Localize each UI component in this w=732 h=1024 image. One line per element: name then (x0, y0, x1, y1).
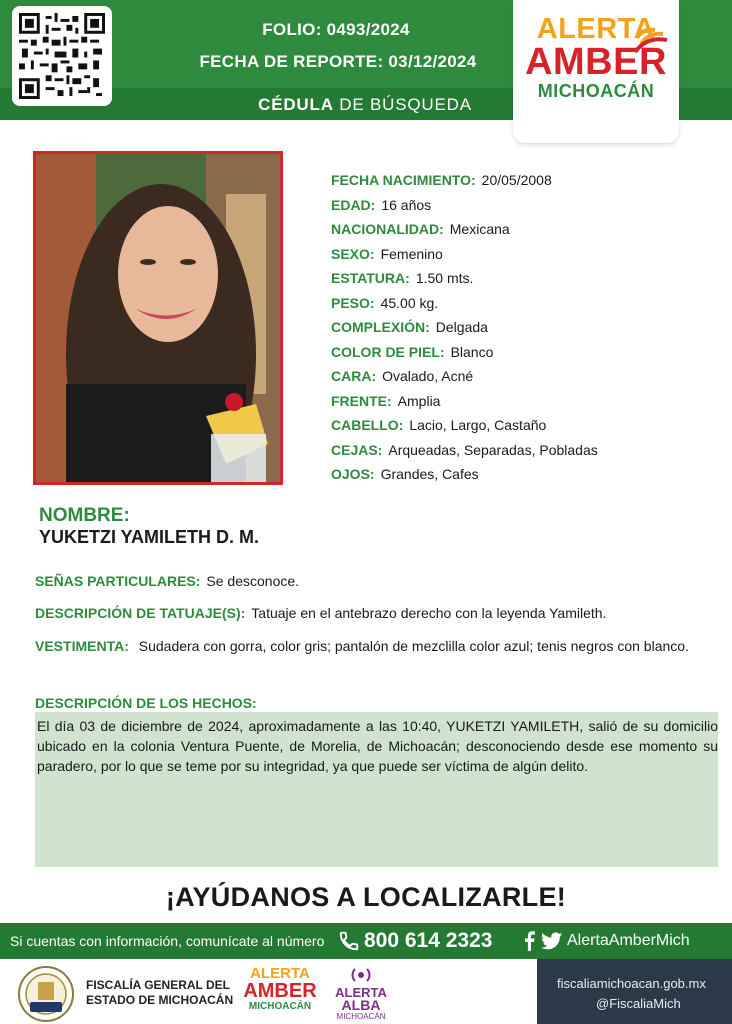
detail-value: 1.50 mts. (415, 270, 474, 286)
detail-label: PESO: (331, 294, 375, 311)
alba-line-1: ALERTA (335, 985, 387, 1000)
amber-logo-box (513, 0, 679, 143)
website-link[interactable]: fiscaliamichoacan.gob.mx (557, 976, 706, 991)
fge-line-2: ESTADO DE MICHOACÁN (86, 993, 234, 1007)
alba-line-2: ALBA (341, 997, 381, 1013)
person-details (331, 170, 721, 489)
facts-description: El día 03 de diciembre de 2024, aproximadamente a las 10:40, YUKETZI YAMILETH, salió de su domicilio ubicado en la colonia Ventura Puente, de Morelia, de Michoacán; desconociendo desde ese momento su paradero, por lo que se teme por su integridad, ya que puede ser víctima de algún delito. (35, 712, 718, 867)
folio-text: FOLIO: 0493/2024 (262, 20, 410, 39)
detail-label: ESTATURA: (331, 270, 410, 286)
logo-line-1: ALERTA (536, 13, 656, 45)
amber-alert-logo-small (240, 966, 320, 1013)
detail-value: Amplia (397, 392, 441, 409)
logo-line-3: MICHOACÁN (537, 81, 655, 101)
clothing-value: Sudadera con gorra, color gris; pantalón de mezclilla color azul; tenis negros con blanco. (138, 638, 689, 654)
detail-eyebrows (331, 440, 721, 465)
small-logo-line-2: AMBER (243, 980, 317, 1002)
detail-label: FECHA NACIMIENTO: (331, 172, 476, 188)
small-logo-line-1: ALERTA (250, 965, 310, 982)
contact-text: Si cuentas con información, comunícate al número (10, 933, 325, 949)
phone-icon (338, 930, 360, 952)
detail-build (331, 317, 721, 342)
contact-bar (0, 923, 732, 959)
phone-number[interactable]: 800 614 2323 (364, 929, 493, 952)
alba-signal-icon (350, 964, 372, 986)
tattoo-value: Tatuaje en el antebrazo derecho con la leyenda Yamileth. (251, 605, 607, 621)
fiscalia-social-handle[interactable]: @FiscaliaMich (596, 996, 681, 1011)
detail-hair (331, 415, 721, 440)
marks-value: Se desconoce. (206, 573, 300, 589)
tattoo-label: DESCRIPCIÓN DE TATUAJE(S): (35, 605, 246, 621)
detail-forehead (331, 391, 721, 416)
facts-label: DESCRIPCIÓN DE LOS HECHOS: (35, 695, 257, 711)
clothing-label: VESTIMENTA: (35, 638, 129, 654)
person-name: YUKETZI YAMILETH D. M. (39, 527, 260, 547)
detail-label: OJOS: (331, 466, 375, 482)
cedula-rest: DE BÚSQUEDA (333, 95, 472, 114)
detail-label: NACIONALIDAD: (331, 221, 444, 237)
twitter-icon[interactable] (541, 932, 562, 950)
small-logo-line-3: MICHOACÁN (248, 1001, 312, 1012)
detail-age (331, 195, 721, 220)
detail-sex (331, 244, 721, 269)
detail-label: SEXO: (331, 245, 375, 262)
detail-weight (331, 293, 721, 318)
qr-code-icon (19, 13, 105, 99)
detail-value: Blanco (450, 343, 494, 360)
detail-label: EDAD: (331, 196, 376, 213)
detail-value: Delgada (435, 319, 488, 335)
detail-nationality (331, 219, 721, 244)
detail-face (331, 366, 721, 391)
distinguishing-marks (35, 572, 708, 591)
detail-birthdate (331, 170, 721, 195)
facebook-icon[interactable] (522, 931, 536, 951)
detail-label: COMPLEXIÓN: (331, 319, 430, 335)
detail-value: Mexicana (449, 221, 510, 237)
logo-line-2: AMBER (525, 41, 667, 83)
fge-seal-icon (18, 966, 74, 1022)
detail-label: COLOR DE PIEL: (331, 343, 445, 360)
detail-eyes (331, 464, 721, 489)
clothing-description (35, 637, 708, 656)
name-label: NOMBRE: (39, 505, 130, 526)
call-to-action: ¡AYÚDANOS A LOCALIZARLE! (165, 882, 567, 912)
detail-value: Femenino (380, 245, 443, 262)
alba-alert-logo (335, 964, 387, 1022)
detail-value: 45.00 kg. (380, 294, 439, 311)
detail-height (331, 268, 721, 293)
detail-label: CABELLO: (331, 417, 404, 433)
detail-label: CEJAS: (331, 441, 383, 458)
detail-value: Grandes, Cafes (380, 466, 479, 482)
detail-value: Ovalado, Acné (382, 368, 474, 384)
fge-line-1: FISCALÍA GENERAL DEL (86, 978, 231, 992)
footer-contact-panel (537, 959, 732, 1024)
detail-label: FRENTE: (331, 392, 392, 409)
detail-value: 20/05/2008 (481, 172, 552, 188)
social-handle[interactable]: AlertaAmberMich (567, 932, 690, 949)
detail-value: Arqueadas, Separadas, Pobladas (388, 441, 598, 458)
tattoo-description (35, 604, 708, 623)
qr-code[interactable] (12, 6, 112, 106)
portrait-image (36, 154, 280, 482)
detail-label: CARA: (331, 368, 377, 384)
cedula-title (230, 95, 500, 115)
amber-alert-logo (513, 14, 679, 102)
detail-skin-color (331, 342, 721, 367)
missing-person-photo (33, 151, 283, 485)
detail-value: 16 años (381, 196, 432, 213)
alba-line-3: MICHOACÁN (336, 1012, 386, 1021)
detail-value: Lacio, Largo, Castaño (409, 417, 547, 433)
report-date-text: FECHA DE REPORTE: 03/12/2024 (199, 52, 477, 71)
fge-name (86, 978, 233, 1008)
cedula-bold: CÉDULA (258, 95, 334, 114)
marks-label: SEÑAS PARTICULARES: (35, 573, 201, 589)
